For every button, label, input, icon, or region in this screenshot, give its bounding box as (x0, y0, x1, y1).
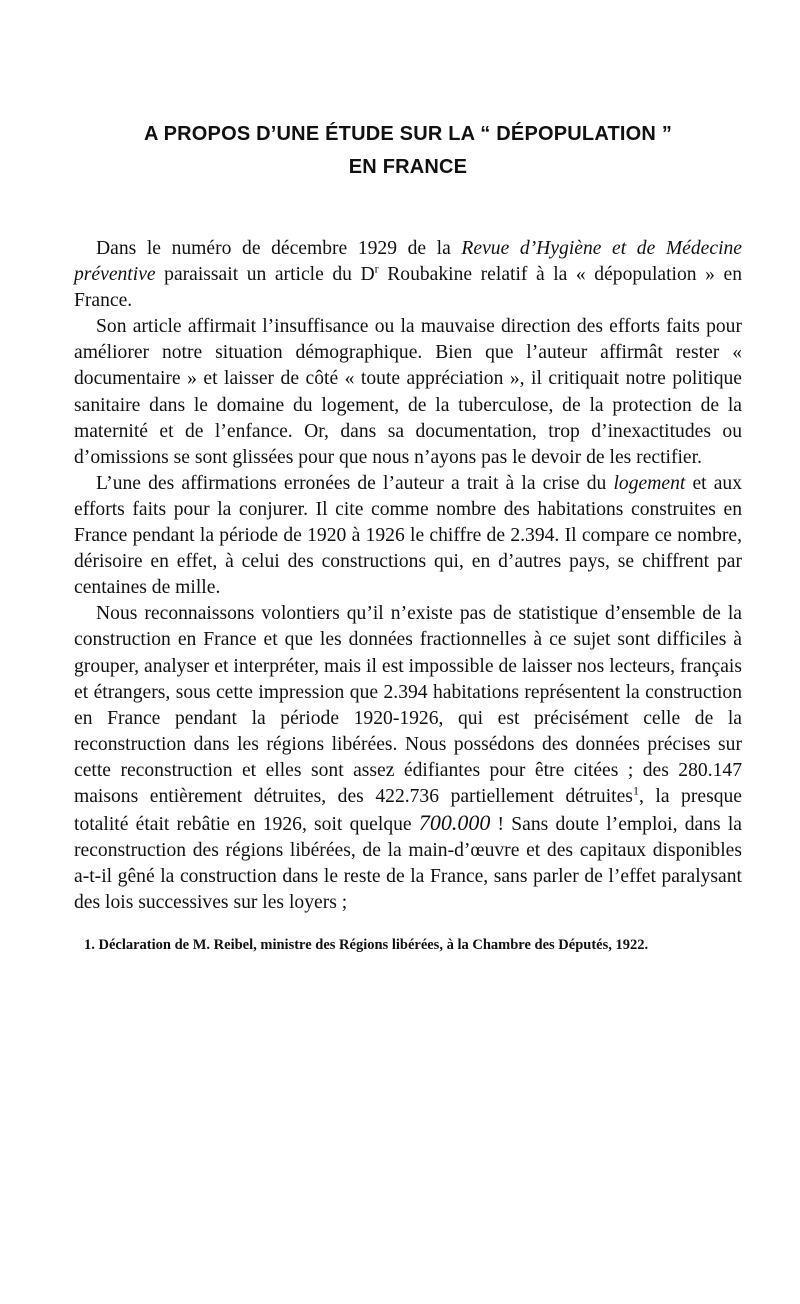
paragraph-2: Son article affirmait l’insuffisance ou la mauvaise direction des efforts faits pour améliorer notre situation démographique. Bien que l’auteur affirmât rester « documentaire » et laisser de côté « toute appréciation », il critiquait notre politique sanitaire dans le domaine du logement, de la tuberculose, de la protection de la maternité et de l’enfance. Or, dans sa documentation, trop d’inexactitudes ou d’omissions se sont glissées pour que nous n’ayons pas le devoir de les rectifier. (74, 316, 742, 468)
p1-text-c: Roubakine relatif à la « dépopulation » en France. (74, 264, 742, 312)
p3-text-a: L’une des affirmations erronées de l’auteur a trait à la crise du (96, 472, 614, 494)
title-line-2: EN FRANCE (348, 156, 468, 178)
dr-superscript: r (374, 261, 379, 276)
document-page (74, 118, 742, 955)
p4-text-a: Nous reconnaissons volontiers qu’il n’existe pas de statistique d’ensemble de la construction en France et que les données fractionnelles à ce sujet sont difficiles à grouper, analyser et interpréter, mais il est impossible de laisser nos lecteurs, français et étrangers, sous cette impression que 2.394 habitations représentent la construction en France pendant la période 1920-1926, qui est précisément celle de la reconstruction dans les régions libérées. Nous possédons des données précises sur cette reconstruction et elles sont assez édifiantes pour être citées ; des 280.147 maisons entièrement détruites, des 422.736 partiellement détruites (74, 603, 742, 807)
footnote-marker: 1. (84, 937, 95, 954)
paragraph-4 (74, 601, 742, 916)
p4-text-c: ! Sans doute l’emploi, dans la reconstruction des régions libérées, de la main-d’œuvre et des capitaux disponibles a-t-il gêné la construction dans le reste de la France, sans parler de l’effet paralysant des lois successives sur les loyers ; (74, 814, 742, 914)
p1-text-a: Dans le numéro de décembre 1929 de la (96, 238, 462, 259)
page-title (74, 118, 742, 184)
footnote-reference: 1 (632, 783, 639, 798)
paragraph-1 (74, 236, 742, 314)
title-line-1: A PROPOS D’UNE ÉTUDE SUR LA “ DÉPOPULATION ” (143, 123, 673, 145)
p3-text-b: et aux efforts faits pour la conjurer. Il cite comme nombre des habitations construites en France pendant la période de 1920 à 1926 le chiffre de 2.394. Il compare ce nombre, dérisoire en effet, à celui des constructions qui, en d’autres pays, se chiffrent par centaines de mille. (74, 472, 742, 599)
highlighted-number: 700.000 (418, 810, 491, 836)
paragraph-3 (74, 471, 742, 601)
p1-text-b: paraissait un article du D (155, 264, 375, 286)
journal-title: Revue d’Hygiène et de Médecine préventive (74, 238, 742, 286)
article-body (74, 236, 742, 916)
footnote (74, 935, 742, 955)
p4-text-b: , la presque totalité était rebâtie en 1926, soit quelque (74, 785, 742, 836)
logement-emphasis: logement (613, 472, 686, 494)
footnote-text: Déclaration de M. Reibel, ministre des Régions libérées, à la Chambre des Députés, 1922. (94, 937, 649, 954)
